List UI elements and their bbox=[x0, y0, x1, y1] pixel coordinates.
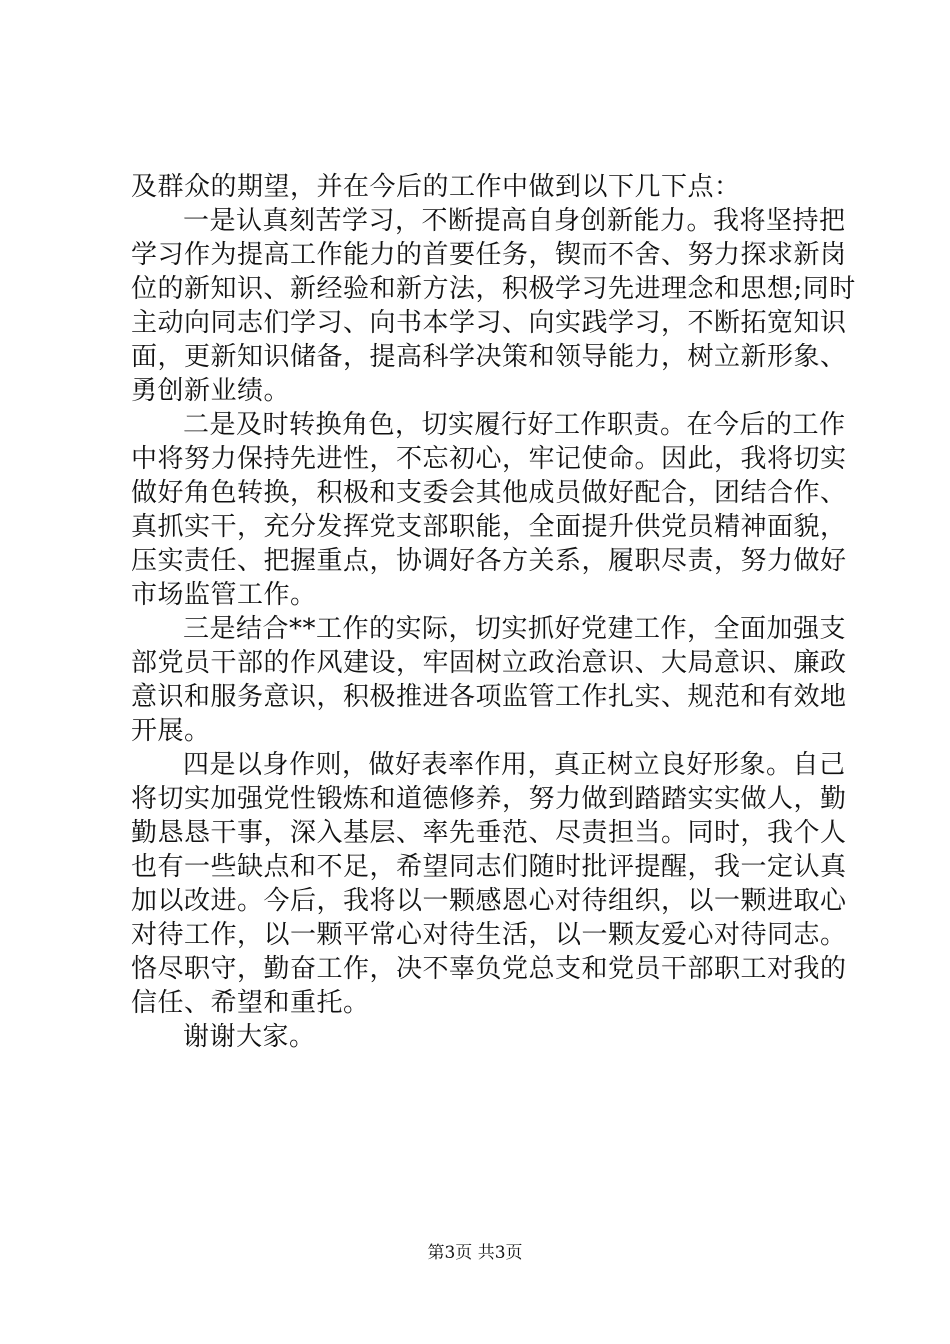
text-line: 勤恳恳干事，深入基层、率先垂范、尽责担当。同时，我个人 bbox=[131, 818, 847, 848]
document-body bbox=[131, 170, 856, 1054]
text-line: 真抓实干，充分发挥党支部职能，全面提升供党员精神面貌， bbox=[131, 512, 847, 542]
text-line: 压实责任、把握重点，协调好各方关系，履职尽责，努力做好 bbox=[131, 546, 847, 576]
paragraph-3-start: 三是结合**工作的实际，切实抓好党建工作，全面加强支 bbox=[183, 614, 847, 644]
text-line: 中将努力保持先进性，不忘初心，牢记使命。因此，我将切实 bbox=[131, 444, 847, 474]
text-line: 意识和服务意识，积极推进各项监管工作扎实、规范和有效地 bbox=[131, 682, 847, 712]
paragraph-2-start: 二是及时转换角色，切实履行好工作职责。在今后的工作 bbox=[183, 410, 846, 440]
text-line: 也有一些缺点和不足，希望同志们随时批评提醒，我一定认真 bbox=[131, 852, 847, 882]
text-line: 信任、希望和重托。 bbox=[131, 988, 370, 1018]
paragraph-1-start: 一是认真刻苦学习，不断提高自身创新能力。我将坚持把 bbox=[183, 206, 846, 236]
text-line: 将切实加强党性锻炼和道德修养，努力做到踏踏实实做人，勤 bbox=[131, 784, 847, 814]
text-line: 面，更新知识储备，提高科学决策和领导能力，树立新形象、 bbox=[131, 342, 847, 372]
text-line: 开展。 bbox=[131, 716, 211, 746]
text-line: 部党员干部的作风建设，牢固树立政治意识、大局意识、廉政 bbox=[131, 648, 847, 678]
text-line: 位的新知识、新经验和新方法，积极学习先进理念和思想;同时 bbox=[131, 274, 856, 304]
text-line: 主动向同志们学习、向书本学习、向实践学习，不断拓宽知识 bbox=[131, 308, 847, 338]
text-line: 市场监管工作。 bbox=[131, 580, 317, 610]
text-line: 加以改进。今后，我将以一颗感恩心对待组织，以一颗进取心 bbox=[131, 886, 847, 916]
text-line: 学习作为提高工作能力的首要任务，锲而不舍、努力探求新岗 bbox=[131, 240, 847, 270]
closing-line: 谢谢大家。 bbox=[183, 1022, 316, 1052]
text-line: 勇创新业绩。 bbox=[131, 376, 291, 406]
text-line: 恪尽职守，勤奋工作，决不辜负党总支和党员干部职工对我的 bbox=[131, 954, 847, 984]
text-line: 做好角色转换，积极和支委会其他成员做好配合，团结合作、 bbox=[131, 478, 847, 508]
text-line: 对待工作，以一颗平常心对待生活，以一颗友爱心对待同志。 bbox=[131, 920, 847, 950]
paragraph-4-start: 四是以身作则，做好表率作用，真正树立良好形象。自己 bbox=[183, 750, 846, 780]
text-line: 及群众的期望，并在今后的工作中做到以下几下点： bbox=[131, 172, 741, 202]
page-footer: 第3页 共3页 bbox=[427, 1243, 523, 1263]
